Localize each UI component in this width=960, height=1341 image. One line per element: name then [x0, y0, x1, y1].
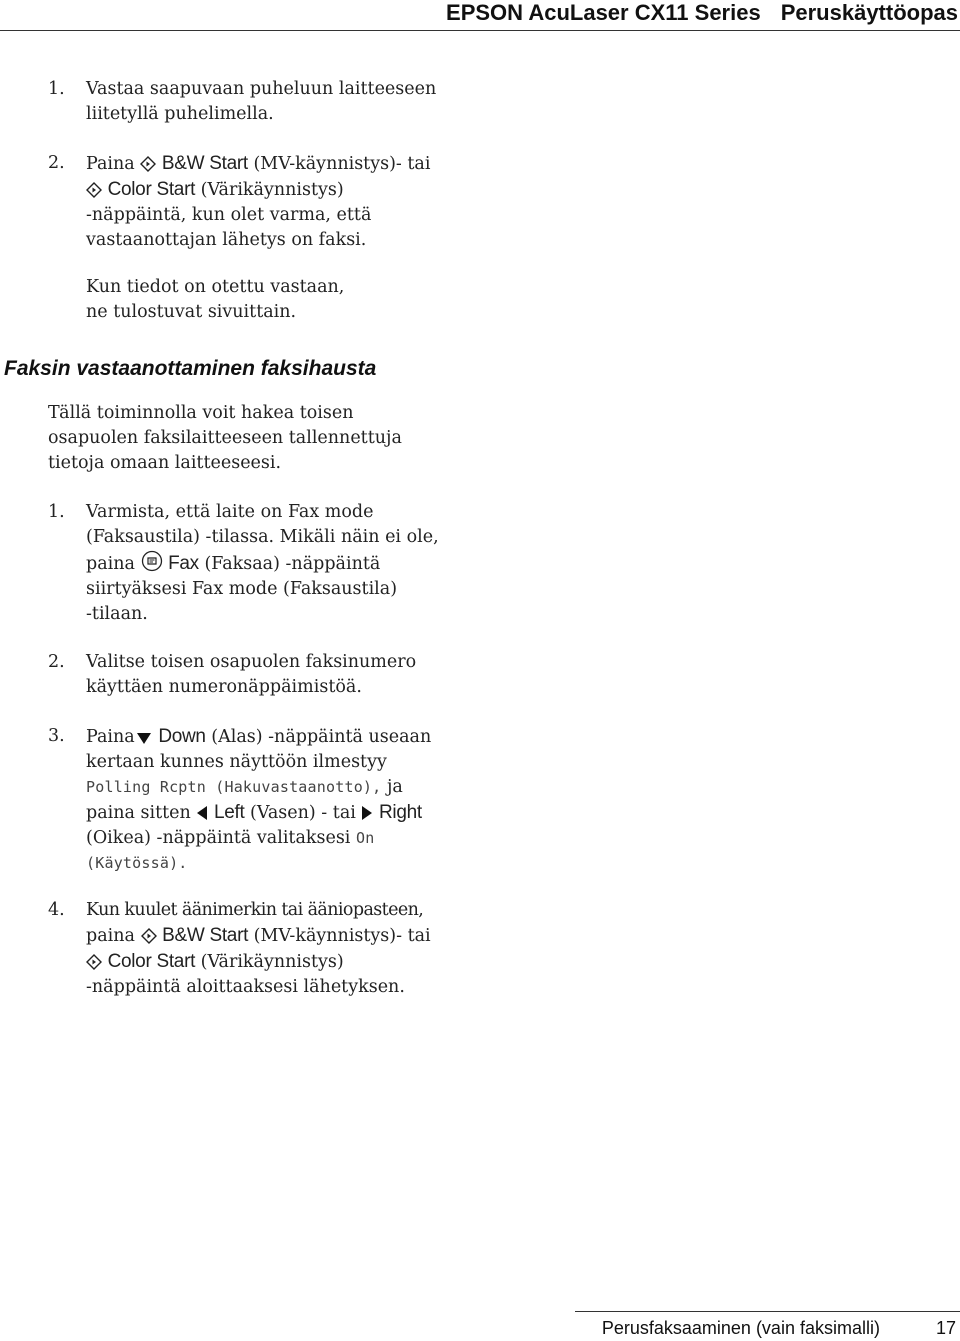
step-number: 2.: [48, 652, 65, 672]
text-fragment: paina sitten: [86, 803, 191, 823]
text-line: vastaanottajan lähetys on faksi.: [86, 230, 367, 250]
page-footer: [602, 1318, 956, 1339]
text-line: Kun tiedot on otettu vastaan,: [86, 277, 345, 297]
step-number: 3.: [48, 726, 65, 746]
text-line: [86, 949, 486, 975]
lcd-text: On: [355, 829, 375, 847]
text-line: [86, 724, 466, 750]
step-text: [86, 500, 466, 627]
text-line: Varmista, että laite on Fax mode: [86, 502, 374, 522]
text-line: osapuolen faksilaitteeseen tallennettuja: [48, 428, 402, 448]
text-line: Vastaa saapuvaan puheluun laitteeseen: [86, 79, 437, 99]
step-text: [86, 151, 486, 253]
step-text: [86, 77, 466, 127]
text-line: liitetyllä puhelimella.: [86, 104, 274, 124]
triangle-right-icon: [361, 805, 373, 821]
bw-start-key-label: B&W Start: [162, 925, 249, 946]
text-fragment: (Oikea) -näppäintä valitaksesi: [86, 828, 351, 848]
page-header: [0, 0, 960, 31]
text-line: tietoja omaan laitteeseesi.: [48, 453, 282, 473]
left-key-label: Left: [213, 802, 245, 823]
footer-chapter: Perusfaksaaminen (vain faksimalli): [601, 1318, 880, 1338]
step-number: 4.: [48, 900, 65, 920]
header-title: [446, 0, 958, 26]
text-line: [86, 177, 486, 203]
fax-key-label: Fax: [168, 553, 199, 574]
section-intro: [48, 401, 448, 476]
text-fragment: (MV-käynnistys)- tai: [253, 926, 431, 946]
triangle-down-icon: [135, 731, 153, 745]
diamond-start-icon: [86, 954, 102, 970]
text-line: Tällä toiminnolla voit hakea toisen: [48, 403, 354, 423]
text-fragment: (Vasen) - tai: [250, 803, 356, 823]
diamond-start-icon: [86, 182, 102, 198]
text-line: [86, 851, 466, 876]
step-number: 1.: [48, 79, 65, 99]
text-fragment: paina: [86, 926, 135, 946]
text-line: -näppäintä aloittaaksesi lähetyksen.: [86, 977, 405, 997]
step-text: [86, 898, 486, 1000]
text-line: Valitse toisen osapuolen faksinumero: [86, 652, 417, 672]
text-line: (Faksaustila) -tilassa. Mikäli näin ei ole,: [86, 527, 439, 547]
text-line: [86, 775, 466, 800]
diamond-start-icon: [140, 156, 156, 172]
text-line: [86, 800, 466, 826]
section-heading: Faksin vastaanottaminen faksihausta: [4, 357, 377, 380]
text-fragment: paina: [86, 554, 135, 574]
header-guide: Peruskäyttöopas: [780, 0, 958, 25]
color-start-key-label: Color Start: [107, 951, 196, 972]
text-fragment: (Alas) -näppäintä useaan: [211, 727, 432, 747]
text-line: [86, 550, 466, 577]
header-product: EPSON AcuLaser CX11 Series: [446, 0, 761, 25]
down-key-label: Down: [158, 726, 206, 747]
text-fragment: Paina: [86, 727, 135, 747]
page-number: 17: [935, 1318, 956, 1338]
lcd-text: (Käytössä).: [86, 854, 188, 872]
right-key-label: Right: [379, 802, 422, 823]
diamond-start-icon: [141, 928, 157, 944]
step-text: [86, 724, 466, 876]
text-line: -tilaan.: [86, 604, 148, 624]
fax-mode-icon: [141, 550, 163, 572]
footer-rule: [575, 1311, 960, 1312]
result-text: [86, 275, 466, 325]
text-line: [86, 826, 466, 851]
text-fragment: (Värikäynnistys): [200, 180, 344, 200]
color-start-key-label: Color Start: [107, 179, 196, 200]
text-fragment: (MV-käynnistys)- tai: [253, 154, 431, 174]
text-line: siirtyäksesi Fax mode (Faksaustila): [86, 579, 398, 599]
lcd-text: Polling Rcptn (Hakuvastaanotto),: [86, 778, 382, 796]
text-line: [86, 151, 486, 177]
step-number: 2.: [48, 153, 65, 173]
text-fragment: (Faksaa) -näppäintä: [204, 554, 381, 574]
step-number: 1.: [48, 502, 65, 522]
step-text: [86, 650, 466, 700]
text-line: Kun kuulet äänimerkin tai ääniopasteen,: [86, 900, 424, 920]
text-line: kertaan kunnes näyttöön ilmestyy: [86, 752, 387, 772]
bw-start-key-label: B&W Start: [161, 153, 248, 174]
text-fragment: (Värikäynnistys): [200, 952, 344, 972]
text-fragment: ja: [386, 777, 403, 797]
text-line: käyttäen numeronäppäimistöä.: [86, 677, 362, 697]
triangle-left-icon: [196, 805, 208, 821]
text-line: -näppäintä, kun olet varma, että: [86, 205, 372, 225]
text-line: ne tulostuvat sivuittain.: [86, 302, 297, 322]
text-line: [86, 923, 486, 949]
text-fragment: Paina: [86, 154, 135, 174]
